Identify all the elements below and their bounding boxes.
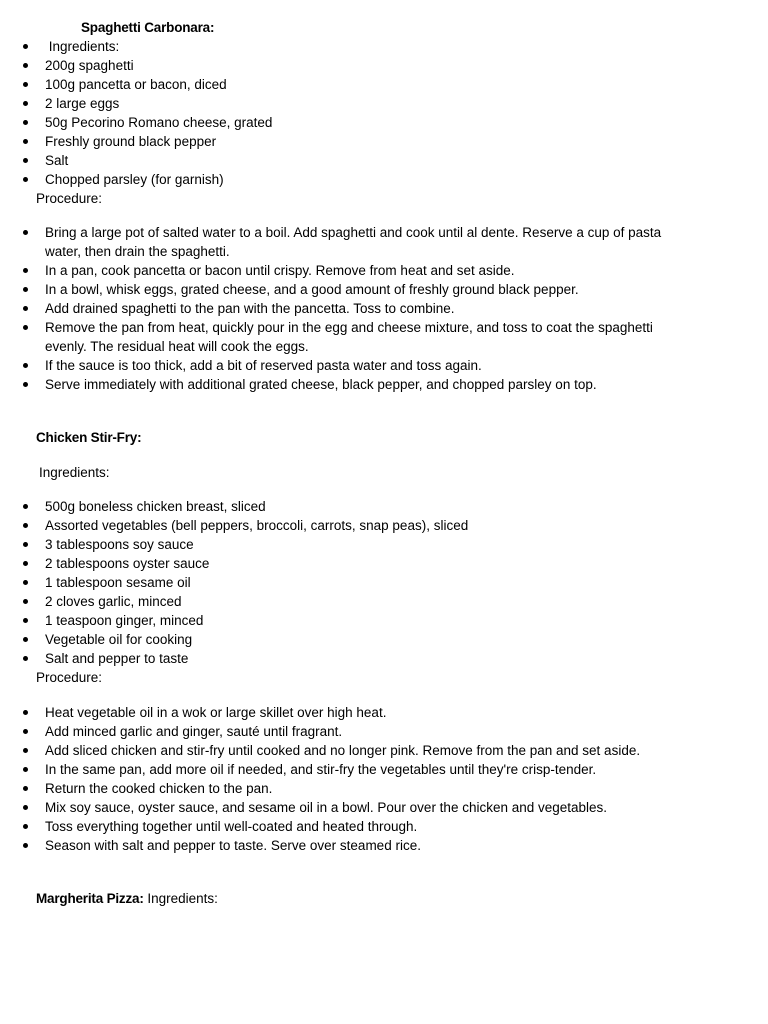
ingredients-list bbox=[0, 497, 468, 668]
list-item: Ingredients: bbox=[0, 37, 272, 56]
list-item: 200g spaghetti bbox=[0, 56, 272, 75]
ingredients-label: Ingredients: bbox=[39, 465, 110, 480]
procedure-label: Procedure: bbox=[36, 670, 103, 685]
list-item: Add drained spaghetti to the pan with the pancetta. Toss to combine. bbox=[0, 299, 685, 318]
list-item: Remove the pan from heat, quickly pour in the egg and cheese mixture, and toss to coat the spaghetti evenly. The residual heat will cook the eggs. bbox=[0, 318, 685, 356]
list-item: If the sauce is too thick, add a bit of reserved pasta water and toss again. bbox=[0, 356, 685, 375]
procedure-label: Procedure: bbox=[36, 191, 103, 206]
ingredients-label: Ingredients: bbox=[143, 891, 218, 906]
list-item: Mix soy sauce, oyster sauce, and sesame oil in a bowl. Pour over the chicken and vegetables. bbox=[0, 798, 640, 817]
list-item: 500g boneless chicken breast, sliced bbox=[0, 497, 468, 516]
list-item: In a pan, cook pancetta or bacon until crispy. Remove from heat and set aside. bbox=[0, 261, 685, 280]
list-item: Toss everything together until well-coated and heated through. bbox=[0, 817, 640, 836]
recipe-title: Margherita Pizza: bbox=[36, 891, 144, 906]
list-item: 2 cloves garlic, minced bbox=[0, 592, 468, 611]
recipe-heading-line bbox=[36, 889, 218, 908]
list-item: 100g pancetta or bacon, diced bbox=[0, 75, 272, 94]
list-item: Serve immediately with additional grated cheese, black pepper, and chopped parsley on top. bbox=[0, 375, 685, 394]
list-item: 1 teaspoon ginger, minced bbox=[0, 611, 468, 630]
list-item: Vegetable oil for cooking bbox=[0, 630, 468, 649]
list-item: 1 tablespoon sesame oil bbox=[0, 573, 468, 592]
list-item: Freshly ground black pepper bbox=[0, 132, 272, 151]
list-item: Salt bbox=[0, 151, 272, 170]
list-item: Return the cooked chicken to the pan. bbox=[0, 779, 640, 798]
list-item: Salt and pepper to taste bbox=[0, 649, 468, 668]
list-item: Heat vegetable oil in a wok or large skillet over high heat. bbox=[0, 703, 640, 722]
list-item: In a bowl, whisk eggs, grated cheese, and a good amount of freshly ground black pepper. bbox=[0, 280, 685, 299]
list-item: Assorted vegetables (bell peppers, broccoli, carrots, snap peas), sliced bbox=[0, 516, 468, 535]
recipe-title: Chicken Stir-Fry: bbox=[36, 430, 142, 445]
procedure-list bbox=[0, 223, 685, 394]
list-item: 50g Pecorino Romano cheese, grated bbox=[0, 113, 272, 132]
recipe-title: Spaghetti Carbonara: bbox=[81, 20, 215, 35]
list-item: Chopped parsley (for garnish) bbox=[0, 170, 272, 189]
list-item: Bring a large pot of salted water to a boil. Add spaghetti and cook until al dente. Reserve a cup of pasta water, then drain the spaghetti. bbox=[0, 223, 685, 261]
ingredients-list bbox=[0, 37, 272, 189]
list-item: 2 large eggs bbox=[0, 94, 272, 113]
list-item: Season with salt and pepper to taste. Serve over steamed rice. bbox=[0, 836, 640, 855]
procedure-list bbox=[0, 703, 640, 855]
list-item: 2 tablespoons oyster sauce bbox=[0, 554, 468, 573]
list-item: Add minced garlic and ginger, sauté until fragrant. bbox=[0, 722, 640, 741]
list-item: Add sliced chicken and stir-fry until cooked and no longer pink. Remove from the pan and set aside. bbox=[0, 741, 640, 760]
list-item: 3 tablespoons soy sauce bbox=[0, 535, 468, 554]
list-item: In the same pan, add more oil if needed, and stir-fry the vegetables until they're crisp-tender. bbox=[0, 760, 640, 779]
